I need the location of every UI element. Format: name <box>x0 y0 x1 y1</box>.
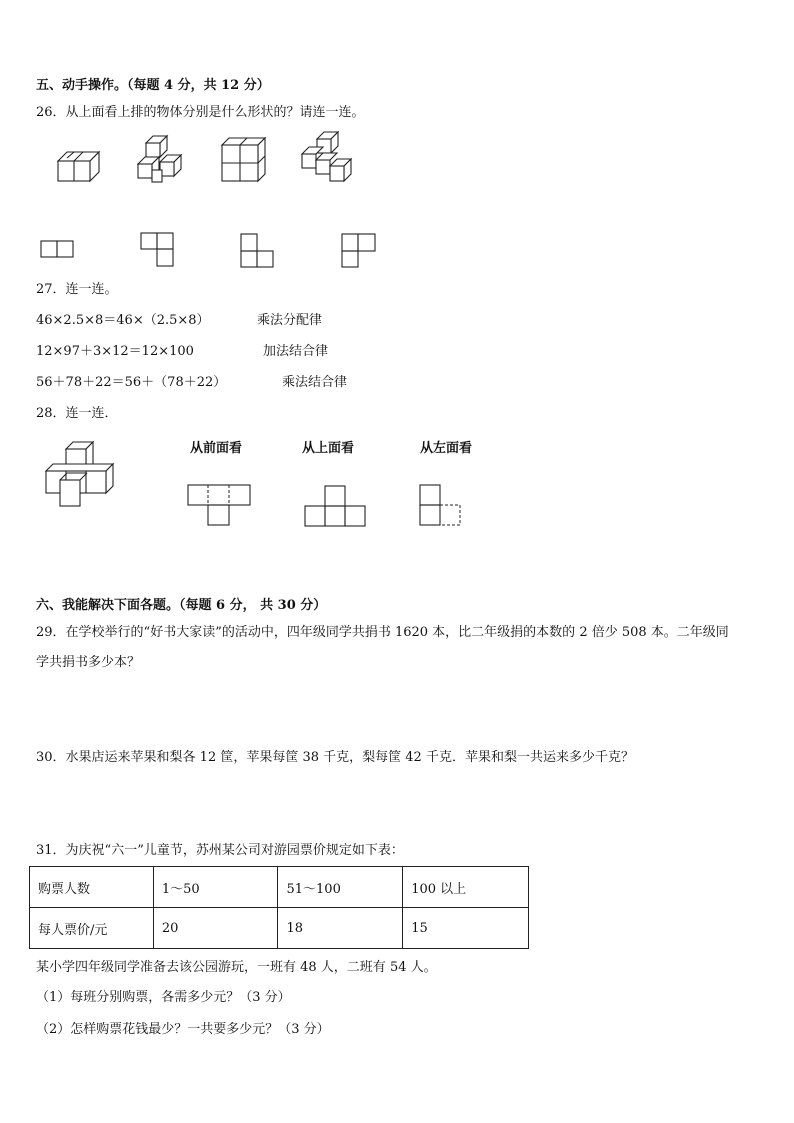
table-cell: 51～100 <box>278 867 403 908</box>
q27-law-2[interactable]: 加法结合律 <box>263 344 329 359</box>
section-6-heading: 六、我能解决下面各题。（每题 6 分， 共 30 分） <box>36 598 327 613</box>
question-29-line-1: 29．在学校举行的“好书大家读”的活动中，四年级同学共捐书 1620 本，比二年级捐的本数的 2 倍少 508 本。二年级同 <box>36 625 729 640</box>
view-shape-top[interactable] <box>304 485 368 529</box>
q27-expression-3[interactable]: 56＋78＋22＝56＋（78＋22） <box>36 375 227 390</box>
q27-law-1[interactable]: 乘法分配律 <box>257 313 323 328</box>
question-31-sub-1: （1）每班分别购票，各需多少元？（3 分） <box>36 990 291 1005</box>
question-27-text: 27．连一连。 <box>36 282 118 297</box>
cube-figure-2 <box>136 134 188 186</box>
table-cell: 购票人数 <box>30 867 154 908</box>
q28-cube-figure <box>42 440 132 510</box>
question-29-line-2: 学共捐书多少本？ <box>36 655 141 670</box>
cube-figure-4 <box>300 130 356 184</box>
table-cell: 100 以上 <box>403 867 529 908</box>
table-cell: 18 <box>278 908 403 949</box>
cube-figure-1 <box>56 144 104 184</box>
top-view-shape-1[interactable] <box>40 240 76 260</box>
view-label-top[interactable]: 从上面看 <box>302 441 355 456</box>
table-cell: 15 <box>403 908 529 949</box>
top-view-shape-3[interactable] <box>240 233 276 271</box>
q27-expression-2[interactable]: 12×97＋3×12＝12×100 <box>36 344 194 359</box>
question-28-text: 28．连一连． <box>36 406 118 421</box>
ticket-price-table <box>29 866 529 949</box>
question-30-text: 30．水果店运来苹果和梨各 12 筐，苹果每筐 38 千克，梨每筐 42 千克．苹果和梨一共运来多少千克？ <box>36 750 634 765</box>
q27-expression-1[interactable]: 46×2.5×8＝46×（2.5×8） <box>36 313 210 328</box>
table-cell: 每人票价/元 <box>30 908 154 949</box>
view-shape-left[interactable] <box>419 484 465 528</box>
table-cell: 1～50 <box>153 867 278 908</box>
top-view-shape-2[interactable] <box>140 232 176 270</box>
table-row <box>30 867 529 908</box>
view-label-front[interactable]: 从前面看 <box>190 441 243 456</box>
view-shape-front[interactable] <box>187 484 253 528</box>
top-view-shape-4[interactable] <box>341 233 377 271</box>
section-5-heading: 五、动手操作。（每题 4 分，共 12 分） <box>36 78 270 93</box>
table-cell: 20 <box>153 908 278 949</box>
cube-figure-3 <box>220 136 270 184</box>
view-label-left[interactable]: 从左面看 <box>420 441 473 456</box>
question-26-text: 26．从上面看上排的物体分别是什么形状的？请连一连。 <box>36 105 365 120</box>
table-row <box>30 908 529 949</box>
question-31-context: 某小学四年级同学准备去该公园游玩，一班有 48 人，二班有 54 人。 <box>36 960 437 975</box>
q27-law-3[interactable]: 乘法结合律 <box>282 375 348 390</box>
question-31-text: 31．为庆祝“六一”儿童节，苏州某公司对游园票价规定如下表： <box>36 843 404 858</box>
question-31-sub-2: （2）怎样购票花钱最少？一共要多少元？（3 分） <box>36 1022 330 1037</box>
